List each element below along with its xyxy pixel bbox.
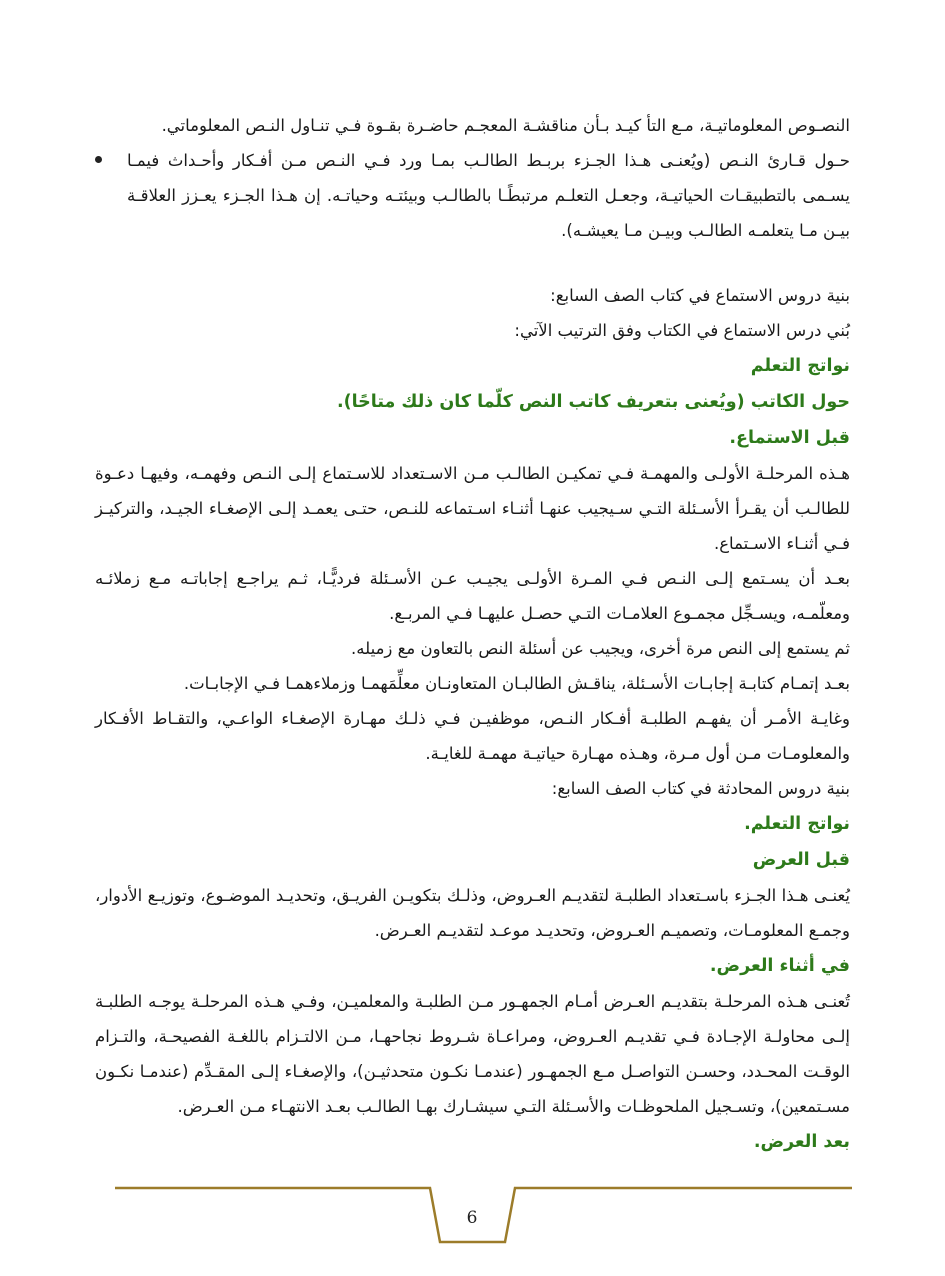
bullet-dot-icon xyxy=(95,156,102,163)
conversation-structure-intro: بنية دروس المحادثة في كتاب الصف السابع: xyxy=(551,779,850,798)
page-content xyxy=(95,108,850,1160)
listening-order-intro: بُني درس الاستماع في الكتاب وفق الترتيب الآتي: xyxy=(514,321,850,340)
heading-before-listening: قبل الاستماع. xyxy=(729,428,850,448)
paragraph: يُعنـى هـذا الجـزء باسـتعداد الطلبـة لتقديـم العـروض، وذلـك بتكويـن الفريـق، وتحديـد الموضـوع، وتوزيـع الأدوار، وجمـع المعلومـات، وتصميـم العـروض، وتحديـد موعـد لتقديـم العـرض. xyxy=(95,886,850,940)
heading-before-presentation: قبل العرض xyxy=(752,850,850,870)
listening-structure-intro: بنية دروس الاستماع في كتاب الصف السابع: xyxy=(550,286,850,305)
paragraph: تُعنـى هـذه المرحلـة بتقديـم العـرض أمـام الجمهـور مـن الطلبـة والمعلميـن، وفـي هـذه المرحلـة يوجـه الطلبـة إلـى محاولـة الإجـادة فـي تقديـم العـروض، ومراعـاة شـروط نجاحهـا، مـن الالتـزام باللغـة الفصيحـة، والتـزام الوقـت المحـدد، وحسـن التواصـل مـع الجمهـور (عندمـا نكـون متحدثيـن)، والإصغـاء إلـى المقـدِّم (عندمـا نكـون مسـتمعين)، وتسـجيل الملحوظـات والأسـئلة التـي سيشـارك بهـا الطالـب بعـد الانتهـاء مـن العـرض. xyxy=(95,992,850,1116)
list-item-text: حـول قـارئ النـص (ويُعنـى هـذا الجـزء بربـط الطالـب بمـا ورد فـي النـص مـن أفـكار وأحـداث فيمـا يسـمى بالتطبيقـات الحياتيـة، وجعـل التعلـم مرتبطًـا بالطالـب وبيئتـه وحياتـه. إن هـذا الجـزء يعـزز العلاقـة بيـن مـا يتعلمـه الطالـب وبيـن مـا يعيشـه). xyxy=(127,151,850,240)
heading-after-presentation: بعد العرض. xyxy=(753,1132,850,1152)
paragraph: بعـد أن يسـتمع إلـى النـص فـي المـرة الأولـى يجيـب عـن الأسـئلة فرديًّـا، ثـم يراجـع إجاباتـه مـع زملائـه ومعلّمـه، ويسـجِّل مجمـوع العلامـات التـي حصـل عليهـا فـي المربـع. xyxy=(95,569,850,623)
heading-during-presentation: في أثناء العرض. xyxy=(709,956,850,976)
heading-conversation-outcomes: نواتج التعلم. xyxy=(744,814,850,834)
list-item: النصـوص المعلوماتيـة، مـع التأ كيـد بـأن مناقشـة المعجـم حاضـرة بقـوة فـي تنـاول النـص المعلوماتي. xyxy=(161,116,850,135)
page-number: 6 xyxy=(466,1208,478,1228)
heading-about-author: حول الكاتب (ويُعنى بتعريف كاتب النص كلّما كان ذلك متاحًا). xyxy=(336,392,850,412)
bullet-list xyxy=(95,108,850,248)
heading-learning-outcomes: نواتج التعلم xyxy=(750,356,850,376)
paragraph: وغايـة الأمـر أن يفهـم الطلبـة أفـكار النـص، موظفيـن فـي ذلـك مهـارة الإصغـاء الواعـي، والتقـاط الأفـكار والمعلومـات مـن أول مـرة، وهـذه مهـارة حياتيـة مهمـة للغايـة. xyxy=(95,709,850,763)
paragraph: هـذه المرحلـة الأولـى والمهمـة فـي تمكيـن الطالـب مـن الاسـتعداد للاسـتماع إلـى النـص وفهمـه، وفيهـا دعـوة للطالـب أن يقـرأ الأسـئلة التـي سـيجيب عنهـا أثنـاء اسـتماعه للنـص، حتـى يعمـد إلـى الإصغـاء الجيـد، والتركيـز فـي أثنـاء الاسـتماع. xyxy=(95,464,850,553)
paragraph: ثم يستمع إلى النص مرة أخرى، ويجيب عن أسئلة النص بالتعاون مع زميله. xyxy=(351,639,850,658)
list-item xyxy=(95,143,850,248)
paragraph: بعـد إتمـام كتابـة إجابـات الأسـئلة، يناقـش الطالبـان المتعاونـان معلِّمَهمـا وزملاءهمـا فـي الإجابـات. xyxy=(183,674,850,693)
